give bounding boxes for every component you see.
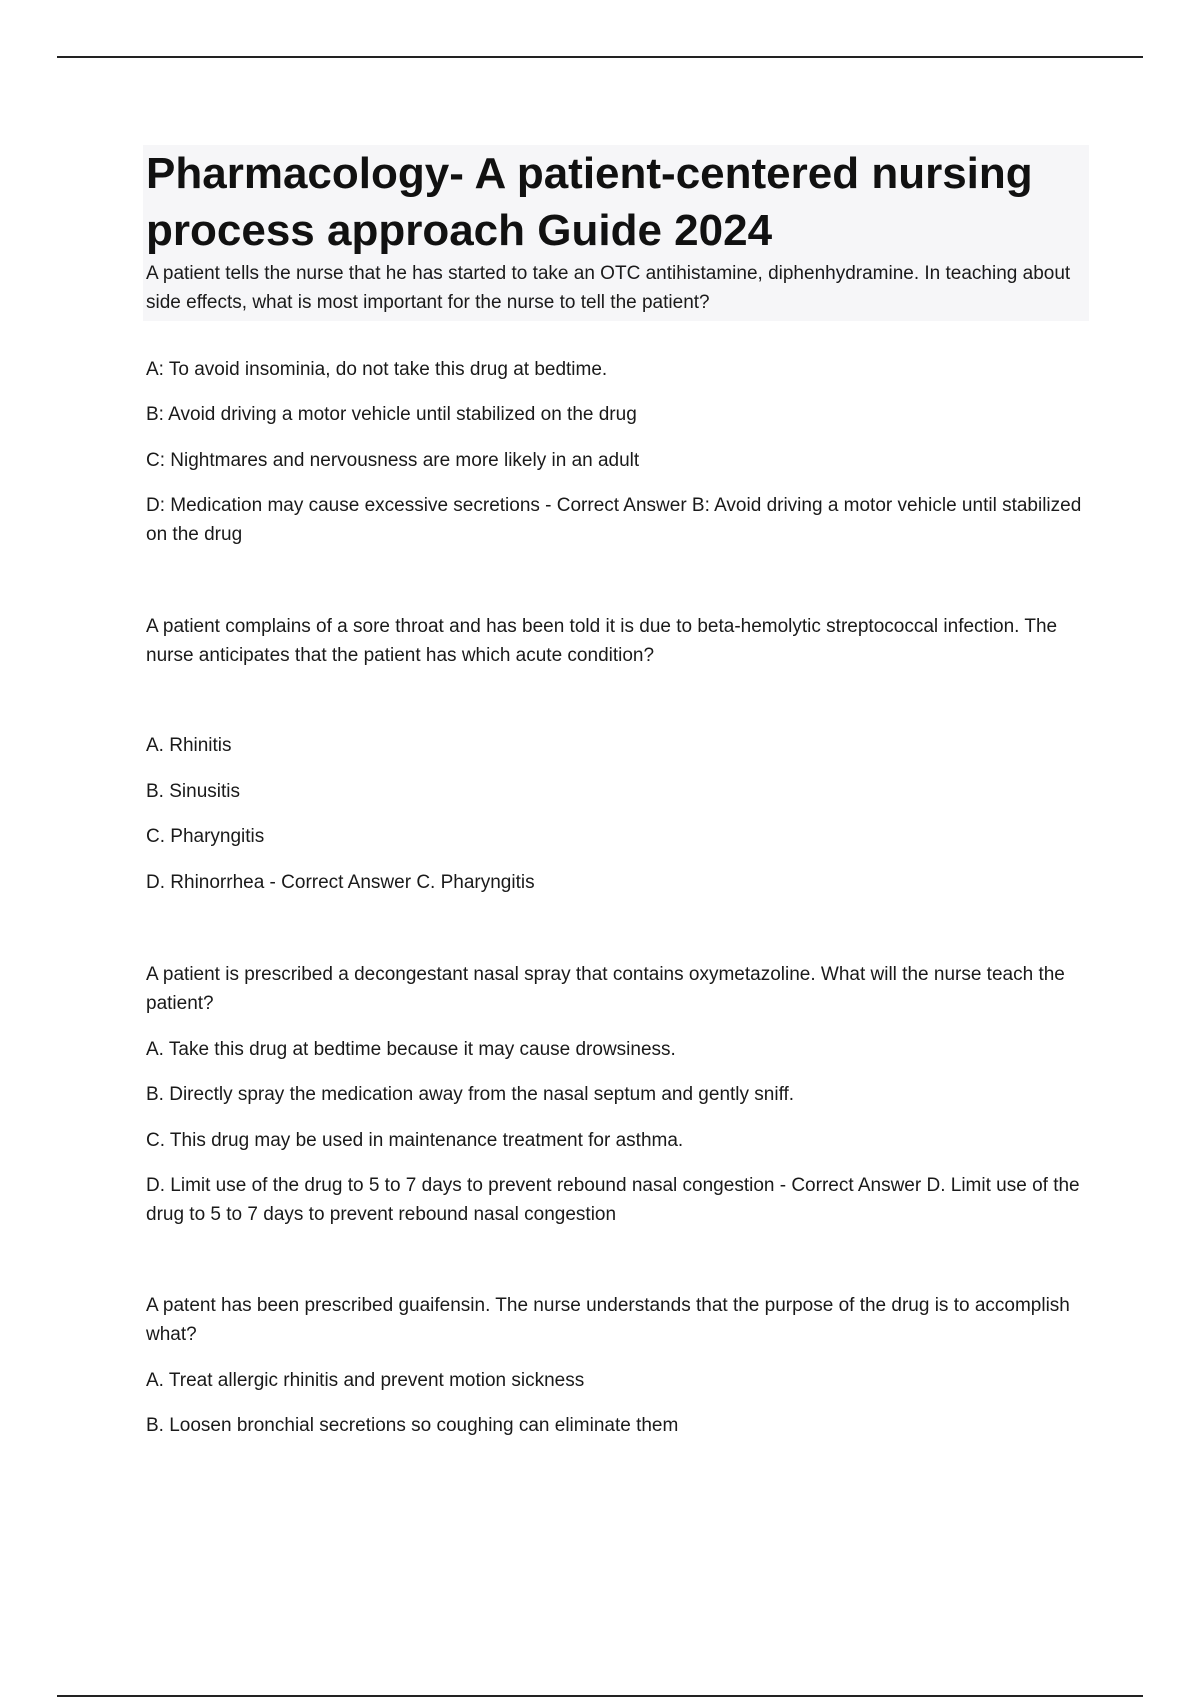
q2-option-d: D. Rhinorrhea - Correct Answer C. Pharyngitis <box>146 872 535 893</box>
question-3-text: A patient is prescribed a decongestant nasal spray that contains oxymetazoline. What will the nurse teach the patient? <box>146 964 1065 1014</box>
q2-option-b: B. Sinusitis <box>146 781 240 802</box>
q1-option-c: C: Nightmares and nervousness are more likely in an adult <box>146 450 640 471</box>
bottom-rule <box>57 1695 1143 1697</box>
header-block <box>143 145 1089 321</box>
q1-option-d: D: Medication may cause excessive secretions - Correct Answer B: Avoid driving a motor vehicle until stabilized on the drug <box>146 495 1082 545</box>
q4-option-b: B. Loosen bronchial secretions so coughing can eliminate them <box>146 1415 679 1436</box>
q2-option-a: A. Rhinitis <box>146 735 232 756</box>
question-2-text: A patient complains of a sore throat and has been told it is due to beta-hemolytic streptococcal infection. The nurse anticipates that the patient has which acute condition? <box>146 616 1058 666</box>
q1-option-a: A: To avoid insominia, do not take this drug at bedtime. <box>146 359 608 380</box>
q2-option-c: C. Pharyngitis <box>146 826 265 847</box>
q4-option-a: A. Treat allergic rhinitis and prevent motion sickness <box>146 1370 585 1391</box>
question-4-text: A patent has been prescribed guaifensin. The nurse understands that the purpose of the drug is to accomplish what? <box>146 1295 1070 1345</box>
question-1-text: A patient tells the nurse that he has started to take an OTC antihistamine, diphenhydramine. In teaching about side effects, what is most important for the nurse to tell the patient? <box>146 263 1071 313</box>
q1-option-b: B: Avoid driving a motor vehicle until stabilized on the drug <box>146 404 637 425</box>
q3-option-b: B. Directly spray the medication away from the nasal septum and gently sniff. <box>146 1084 795 1105</box>
q3-option-a: A. Take this drug at bedtime because it may cause drowsiness. <box>146 1039 676 1060</box>
top-rule <box>57 56 1143 58</box>
q3-option-d: D. Limit use of the drug to 5 to 7 days to prevent rebound nasal congestion - Correct Answer D. Limit use of the drug to 5 to 7 days to prevent rebound nasal congestion <box>146 1175 1080 1225</box>
q3-option-c: C. This drug may be used in maintenance treatment for asthma. <box>146 1130 684 1151</box>
page-title: Pharmacology- A patient-centered nursing process approach Guide 2024 <box>146 149 1033 255</box>
